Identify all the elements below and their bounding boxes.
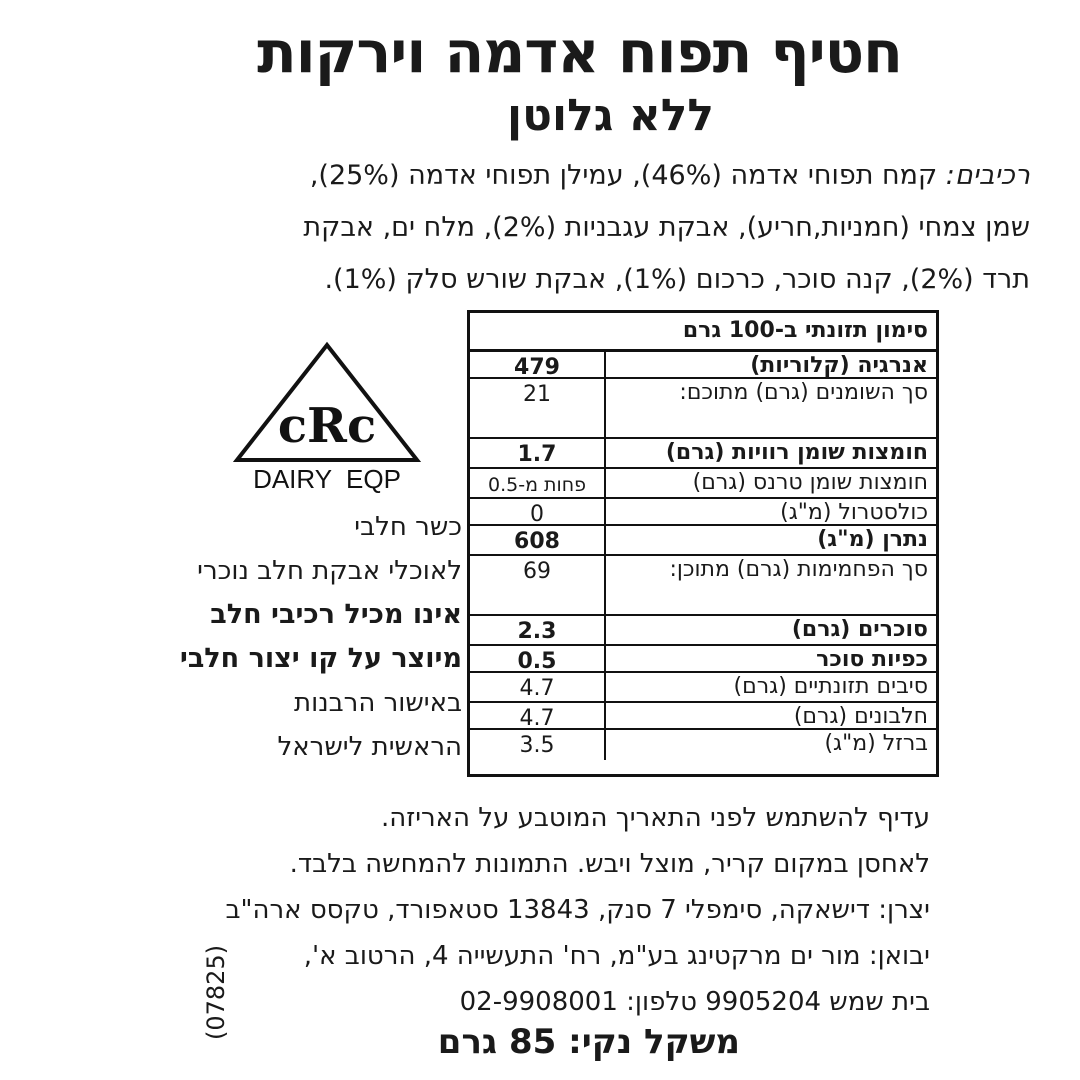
nutrition-row (470, 379, 936, 439)
nutrient-name: חומצות שומן טרנס (גרם) (692, 470, 928, 495)
nutrient-value: 21 (470, 379, 606, 437)
nutrient-name: כולסטרול (מ"ג) (780, 500, 928, 525)
nutrient-name: חלבונים (גרם) (793, 704, 928, 729)
nutrient-value: 0 (470, 499, 606, 524)
product-title: חטיף תפוח אדמה וירקות (257, 18, 902, 86)
kosher-line: הראשית לישראל (277, 732, 462, 762)
nutrition-row (470, 469, 936, 499)
nutrient-value: 0.5 (470, 646, 606, 671)
kosher-line: מיוצר על קו יצור חלבי (179, 643, 462, 674)
kosher-line: אינו מכיל רכיבי חלב (210, 599, 462, 630)
nutrient-value: 2.3 (470, 616, 606, 644)
info-line: עדיף להשתמש לפני התאריך המוטבע על האריזה. (380, 803, 930, 833)
kosher-line: כשר חלבי (354, 512, 462, 542)
ingredients-line: שמן צמחי (חמניות,חריע), אבקת עגבניות (2%), מלח ים, אבקת (303, 212, 1030, 243)
nutrient-name: סיבים תזונתיים (גרם) (733, 674, 928, 699)
nutrition-row (470, 703, 936, 730)
crc-logo-text: cRc (277, 398, 377, 454)
ingredients-line (150, 150, 1030, 202)
nutrient-value: 69 (470, 556, 606, 614)
kosher-statement (12, 505, 462, 769)
nutrient-name: אנרגיה (קלוריות) (750, 353, 928, 378)
nutrition-table (467, 310, 939, 777)
nutrition-row (470, 673, 936, 703)
nutrient-value: 1.7 (470, 439, 606, 467)
nutrient-name: כפיות סוכר (816, 647, 928, 672)
nutrient-value: פחות מ-0.5 (470, 469, 606, 497)
kosher-line: לאוכלי אבקת חלב נוכרי (197, 556, 462, 586)
nutrition-row (470, 646, 936, 673)
nutrient-name: סך הפחמימות (גרם) מתוכן: (669, 557, 928, 582)
nutrition-row (470, 556, 936, 616)
nutrient-name: ברזל (מ"ג) (824, 731, 928, 756)
nutrition-row (470, 730, 936, 760)
nutrient-name: חומצות שומן רוויות (גרם) (665, 440, 928, 465)
nutrition-row (470, 439, 936, 469)
kosher-line: באישור הרבנות (294, 688, 462, 718)
nutrition-row (470, 616, 936, 646)
info-line: יצרן: דישאקה, סימפלי 7 סנק, 13843 סטאפורד, טקסס ארה"ב (225, 895, 930, 925)
nutrient-value: 4.7 (470, 703, 606, 728)
ingredients-label: רכיבים: (945, 160, 1030, 191)
ingredients-block (150, 150, 1030, 306)
nutrition-header: סימון תזונתי ב-100 גרם (470, 313, 936, 352)
net-weight: משקל נקי: 85 גרם (437, 1022, 740, 1062)
ingredients-text: קמח תפוחי אדמה (46%), עמילן תפוחי אדמה (25%), (309, 160, 938, 191)
product-code: (07825) (202, 944, 230, 1040)
nutrient-name: סוכרים (גרם) (791, 617, 928, 642)
info-line: בית שמש 9905204 טלפון: 02-9908001 (459, 987, 930, 1017)
nutrient-value: 479 (470, 352, 606, 377)
nutrient-value: 3.5 (470, 730, 606, 760)
storage-manufacturer-info (30, 795, 930, 1025)
info-line: יבואן: מור ים מרקטינג בע"מ, רח' התעשייה 4, הרטוב א', (303, 941, 930, 971)
nutrient-name: נתרן (מ"ג) (817, 527, 928, 552)
crc-logo-subtext: DAIRY EQP (253, 464, 401, 494)
nutrition-row (470, 526, 936, 556)
nutrition-row (470, 499, 936, 526)
info-line: לאחסן במקום קריר, מוצל ויבש. התמונות להמחשה בלבד. (289, 849, 930, 879)
product-subtitle: ללא גלוטן (507, 90, 714, 141)
crc-kosher-logo (232, 340, 422, 500)
ingredients-line: תרד (2%), קנה סוכר, כרכום (1%), אבקת שורש סלק (1%). (324, 264, 1030, 295)
nutrient-value: 4.7 (470, 673, 606, 701)
nutrition-row (470, 352, 936, 379)
nutrient-value: 608 (470, 526, 606, 554)
nutrient-name: סך השומנים (גרם) מתוכם: (679, 380, 928, 405)
